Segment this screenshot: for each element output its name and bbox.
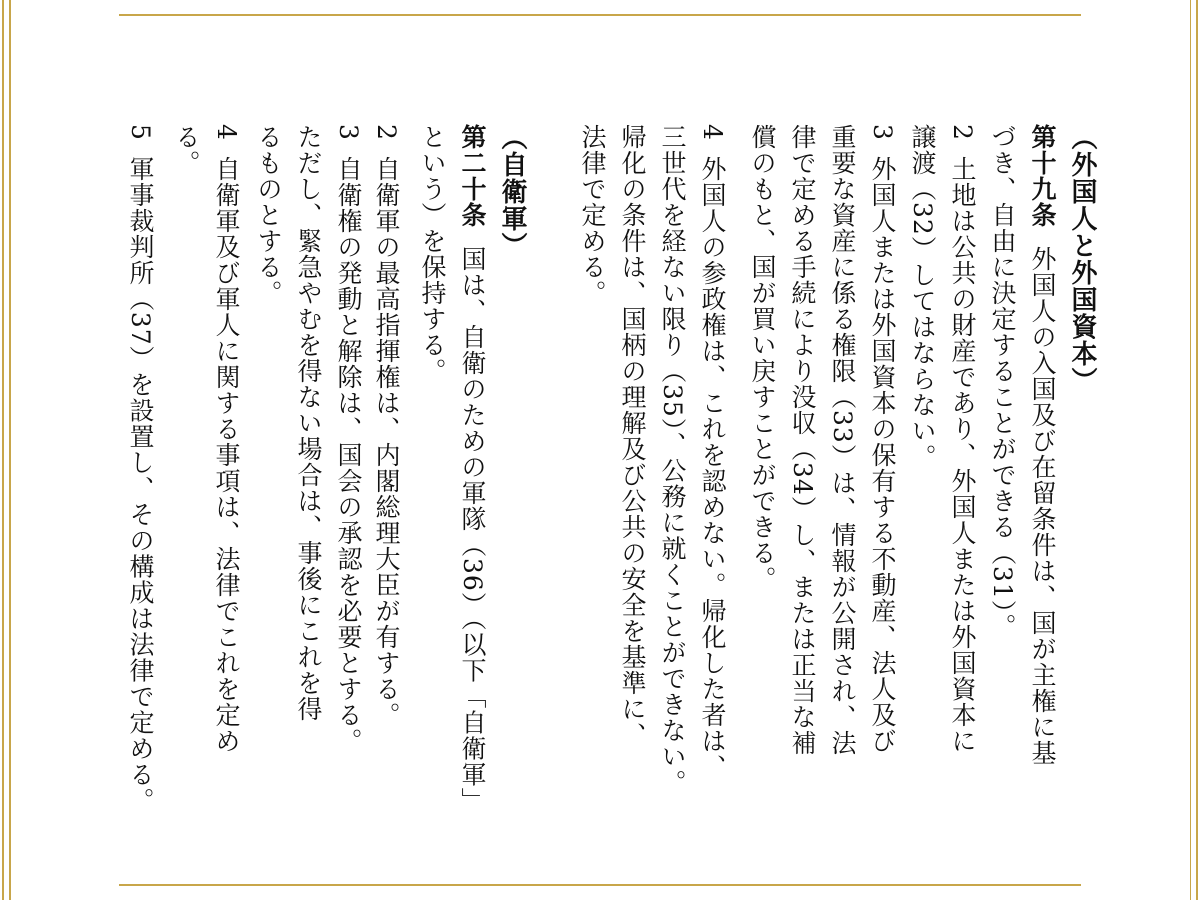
paragraph-number: 2 [372,124,401,141]
paragraph-number: 2 [948,124,977,141]
paragraph-line: 3外国人または外国資本の保有する不動産、法人及び [862,124,902,854]
article-title: 第十九条 [1028,124,1057,228]
paragraph-number: 4 [698,124,727,141]
paragraph-number: 4 [212,124,241,141]
paragraph-line: 重要な資産に係る権限（33）は、情報が公開され、法 [828,124,857,756]
paragraph-line: 帰化の条件は、国柄の理解及び公共の安全を基準に、 [618,124,647,748]
paragraph-line: 律で定める手続により没収（34）し、または正当な補 [788,124,817,756]
paragraph-line: 償のもと、国が買い戻すことができる。 [748,124,777,592]
section-heading: （自衛軍） [497,124,527,259]
article-first-line [1022,124,1062,854]
section-heading: （外国人と外国資本） [1067,124,1097,394]
article-first-line [452,124,492,854]
paragraph-line: 外国人の入国及び在留条件は、国が主権に基 [1028,246,1057,766]
paragraph-line: 譲渡（32）してはならない。 [908,124,937,470]
paragraph-number: 3 [334,124,363,141]
paragraph-line: という）を保持する。 [418,124,447,384]
paragraph-line: るものとする。 [254,124,283,306]
paragraph-line: 法律で定める。 [578,124,607,306]
paragraph-line: 2自衛軍の最高指揮権は、内閣総理大臣が有する。 [366,124,406,854]
paragraph-line: る。 [172,124,201,176]
article-title: 第二十条 [458,124,487,228]
paragraph-line: 国は、自衛のための軍隊（36）（以下「自衛軍」 [458,246,487,814]
paragraph-line: 三世代を経ない限り（35）、公務に就くことができない。 [658,124,687,796]
paragraph-line: 4自衛軍及び軍人に関する事項は、法律でこれを定め [206,124,246,854]
paragraph-line: づき、自由に決定することができる（31）。 [988,124,1017,640]
paragraph-line: ただし、緊急やむを得ない場合は、事後にこれを得 [294,124,323,722]
paragraph-line: 4外国人の参政権は、これを認めない。帰化した者は、 [692,124,732,854]
paragraph-line: 3自衛権の発動と解除は、国会の承認を必要とする。 [328,124,368,854]
paragraph-line: 5軍事裁判所（37）を設置し、その構成は法律で定める。 [120,124,160,854]
paragraph-number: 5 [126,124,155,141]
paragraph-line: 2土地は公共の財産であり、外国人または外国資本に [942,124,982,854]
paragraph-number: 3 [868,124,897,141]
